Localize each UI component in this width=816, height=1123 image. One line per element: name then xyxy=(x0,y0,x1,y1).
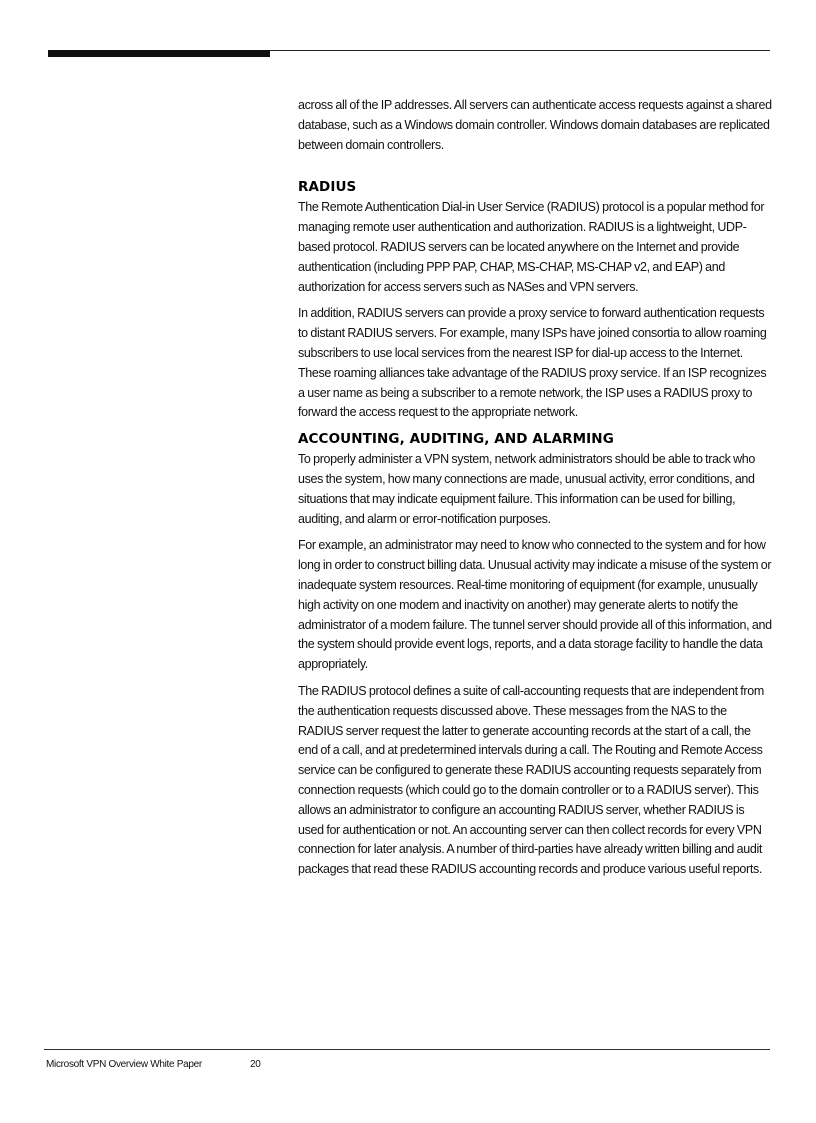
page-footer xyxy=(46,1059,261,1071)
document-body xyxy=(298,96,772,887)
radius-paragraph-1: The Remote Authentication Dial-in User Service (RADIUS) protocol is a popular method for managing remote user authentication and authorization. RADIUS is a lightweight, UDP-based protocol. RADIUS servers can be located anywhere on the Internet and provide authentication (including PPP PAP, CHAP, MS-CHAP, MS-CHAP v2, and EAP) and authorization for access servers such as NASes and VPN servers. xyxy=(298,200,765,294)
intro-paragraph: across all of the IP addresses. All servers can authenticate access requests against a shared database, such as a Windows domain controller. Windows domain databases are replicated between domain controllers. xyxy=(298,98,772,152)
accounting-paragraph-3: The RADIUS protocol defines a suite of call-accounting requests that are independent from the authentication requests discussed above. These messages from the NAS to the RADIUS server request the latter to generate accounting records at the start of a call, the end of a call, and at predetermined intervals during a call. The Routing and Remote Access service can be configured to generate these RADIUS accounting requests separately from connection requests (which could go to the domain controller or to a RADIUS server). This allows an administrator to configure an accounting RADIUS server, whether RADIUS is used for authentication or not. An accounting server can then collect records for every VPN connection for later analysis. A number of third-parties have already written billing and audit packages that read these RADIUS accounting records and produce various useful reports. xyxy=(298,683,764,877)
footer-title: Microsoft VPN Overview White Paper xyxy=(46,1059,202,1070)
accounting-paragraph-2: For example, an administrator may need to know who connected to the system and for how long in order to construct billing data. Unusual activity may indicate a misuse of the system or inadequate system resources. Real-time monitoring of equipment (for example, unusually high activity on one modem and inactivity on another) may generate alerts to notify the administrator of a modem failure. The tunnel server should provide all of this information, and the system should provide event logs, reports, and a data storage facility to handle the data appropriately. xyxy=(298,538,772,672)
footer-rule xyxy=(44,1049,770,1050)
accounting-paragraph-1: To properly administer a VPN system, network administrators should be able to track who uses the system, how many connections are made, unusual activity, error conditions, and situations that may indicate equipment failure. This information can be used for billing, auditing, and alarm or error-notification purposes. xyxy=(298,452,756,526)
radius-paragraph-2: In addition, RADIUS servers can provide a proxy service to forward authentication requests to distant RADIUS servers. For example, many ISPs have joined consortia to allow roaming subscribers to use local services from the nearest ISP for dial-up access to the Internet. These roaming alliances take advantage of the RADIUS proxy service. If an ISP recognizes a user name as being a subscriber to a remote network, the ISP uses a RADIUS proxy to forward the access request to the appropriate network. xyxy=(298,306,767,420)
header-accent-bar xyxy=(48,50,270,57)
radius-heading: RADIUS xyxy=(298,179,357,196)
accounting-heading: ACCOUNTING, AUDITING, AND ALARMING xyxy=(298,431,614,448)
page-number: 20 xyxy=(250,1059,261,1070)
